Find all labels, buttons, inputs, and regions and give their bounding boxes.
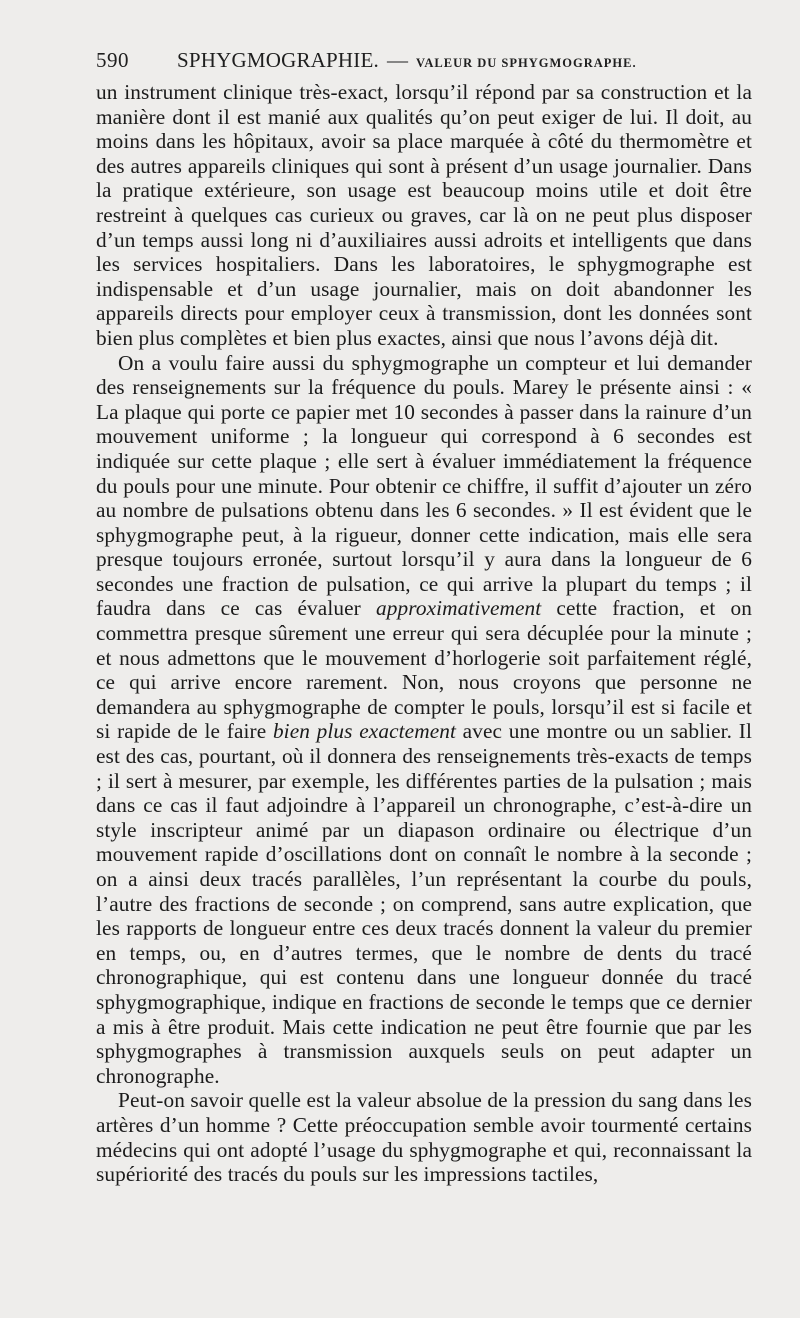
running-header: [96, 48, 752, 78]
running-separator: —: [386, 48, 408, 72]
body-text: [96, 80, 752, 1187]
paragraph-2-part-3: avec une montre ou un sablier. Il est des cas, pourtant, où il donnera des renseignements très-exacts de temps ; il sert à mesurer, par exemple, les différentes parties de la pulsation ; mais dans ce cas il faut adjoindre à l’appareil un chronographe, c’est-à-dire un style inscripteur animé par un diapason ordinaire ou électrique d’un mouvement rapide d’oscillations dont on connaît le nombre à la seconde ; on a ainsi deux tracés parallèles, l’un représentant la courbe du pouls, l’autre des fractions de seconde ; on comprend, sans autre explication, que les rapports de longueur entre ces deux tracés donnent la valeur du premier en temps, ou, en d’autres termes, que le nombre de dents du tracé chronographique, qui est contenu dans une longueur donnée du tracé sphygmographique, indique en fractions de seconde le temps que ce dernier a mis à être produit. Mais cette indication ne peut être fournie que par les sphygmographes à transmission auxquels seuls on peut adapter un chronographe.: [96, 719, 752, 1088]
italic-bien-plus-exactement: bien plus exactement: [272, 719, 457, 744]
paragraph-2-part-1: On a voulu faire aussi du sphygmographe un compteur et lui demander des renseignements sur la fréquence du pouls. Marey le présente ainsi : « La plaque qui porte ce papier met 10 secondes à passer dans la rainure d’un mouvement uniforme ; la longueur qui correspond à 6 secondes est indiquée sur cette plaque ; elle sert à évaluer immédiatement la fréquence du pouls pour une minute. Pour obtenir ce chiffre, il suffit d’ajouter un zéro au nombre de pulsations obtenu dans les 6 secondes. » Il est évident que le sphygmographe peut, à la rigueur, donner cette indication, mais elle sera presque toujours erronée, surtout lorsqu’il y aura dans la longueur de 6 secondes une fraction de pulsation, ce qui arrive la plupart du temps ; il faudra dans ce cas évaluer: [96, 350, 752, 621]
running-subtitle: VALEUR DU SPHYGMOGRAPHE.: [415, 56, 637, 70]
paragraph-2-part-2: cette fraction, et on commettra presque sûrement une erreur qui sera décuplée pour la minute ; et nous admettons que le mouvement d’horlogerie soit parfaitement réglé, ce qui arrive encore rarement. Non, nous croyons que personne ne demandera au sphygmographe de compter le pouls, lorsqu’il est si facile et si rapide de le faire: [96, 596, 752, 744]
page-number: 590: [96, 48, 129, 72]
paragraph-2: [96, 351, 752, 1089]
paragraph-3: Peut-on savoir quelle est la valeur absolue de la pression du sang dans les artères d’un homme ? Cette préoccupation semble avoir tourmenté certains médecins qui ont adopté l’usage du sphygmographe et qui, reconnaissant la supériorité des tracés du pouls sur les impressions tactiles,: [96, 1088, 752, 1187]
paragraph-1: un instrument clinique très-exact, lorsqu’il répond par sa construction et la manière dont il est manié aux qualités qu’on peut exiger de lui. Il doit, au moins dans les hôpitaux, avoir sa place marquée à côté du thermomètre et des autres appareils cliniques qui sont à présent d’un usage journalier. Dans la pratique extérieure, son usage est beaucoup moins utile et doit être restreint à quelques cas curieux ou graves, car là on ne peut plus disposer d’un temps aussi long ni d’auxiliaires aussi adroits et intelligents que dans les services hospitaliers. Dans les laboratoires, le sphygmographe est indispensable et d’un usage journalier, mais on doit abandonner les appareils directs pour employer ceux à transmission, dont les données sont bien plus complètes et bien plus exactes, ainsi que nous l’avons déjà dit.: [96, 80, 752, 350]
italic-approximativement: approximativement: [375, 596, 542, 621]
running-title: SPHYGMOGRAPHIE.: [177, 48, 379, 72]
